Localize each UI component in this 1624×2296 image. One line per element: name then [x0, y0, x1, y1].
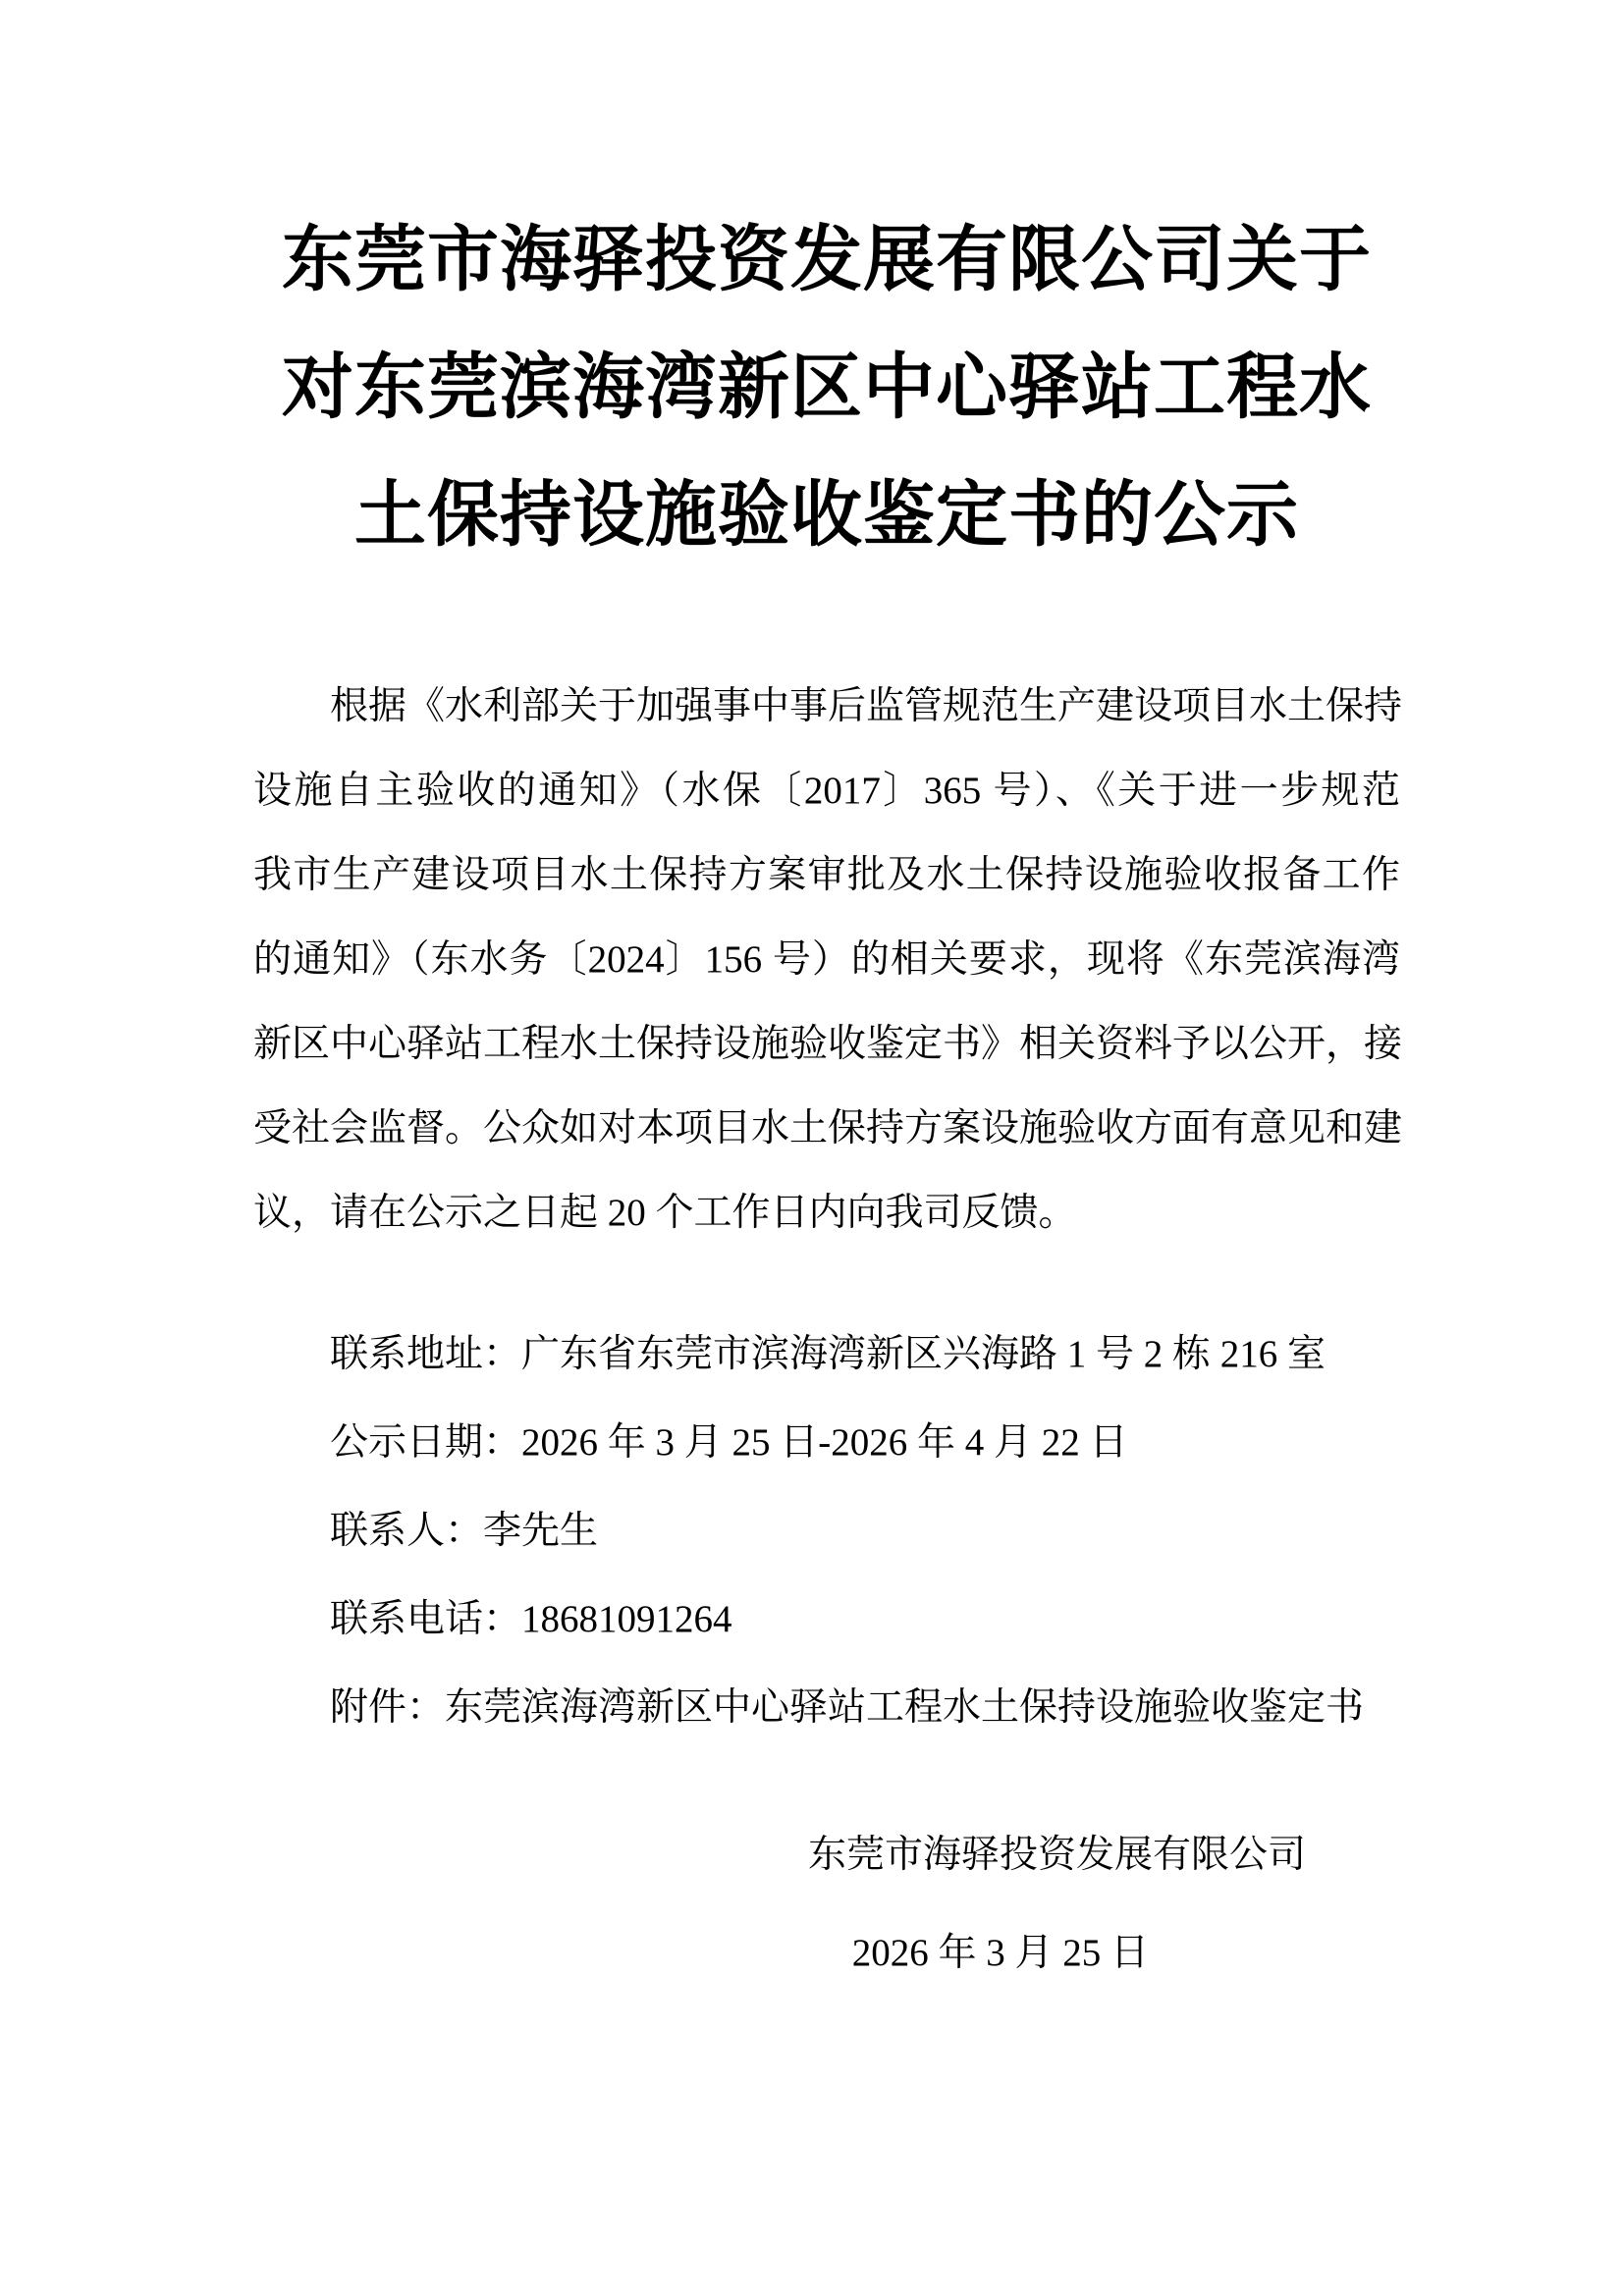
- document-title-line-2: 对东莞滨海湾新区中心驿站工程水: [282, 347, 1372, 427]
- contact-person-line: 联系人：李先生: [330, 1510, 599, 1552]
- body-paragraph-line: 我市生产建设项目水土保持方案审批及水土保持设施验收报备工作: [253, 854, 1400, 896]
- body-paragraph-line: 议，请在公示之日起 20 个工作日内向我司反馈。: [253, 1192, 1077, 1234]
- document-title-line-3: 土保持设施验收鉴定书的公示: [354, 475, 1299, 555]
- signature-date: 2026 年 3 月 25 日: [851, 1932, 1149, 1974]
- signature-company-name: 东莞市海驿投资发展有限公司: [807, 1834, 1306, 1876]
- contact-address-line: 联系地址：广东省东莞市滨海湾新区兴海路 1 号 2 栋 216 室: [330, 1333, 1326, 1375]
- document-title-line-1: 东莞市海驿投资发展有限公司关于: [282, 220, 1372, 299]
- contact-phone-line: 联系电话：18681091264: [330, 1598, 732, 1640]
- document-title: [253, 196, 1400, 579]
- attachment-line: 附件：东莞滨海湾新区中心驿站工程水土保持设施验收鉴定书: [330, 1686, 1365, 1729]
- body-paragraph-line: 受社会监督。公众如对本项目水土保持方案设施验收方面有意见和建: [253, 1107, 1403, 1149]
- contact-info-block: [253, 1310, 1400, 1752]
- publicity-period-line: 公示日期：2026 年 3 月 25 日-2026 年 4 月 22 日: [330, 1421, 1128, 1464]
- body-paragraph: [253, 665, 1403, 1255]
- body-paragraph-line: 设施自主验收的通知》（水保〔2017〕365 号）、《关于进一步规范: [253, 770, 1400, 812]
- body-paragraph-line: 新区中心驿站工程水土保持设施验收鉴定书》相关资料予以公开，接: [253, 1023, 1403, 1065]
- body-paragraph-line: 根据《水利部关于加强事中事后监管规范生产建设项目水土保持: [330, 685, 1403, 727]
- signature-block: [253, 1806, 1400, 2002]
- body-paragraph-line: 的通知》（东水务〔2024〕156 号）的相关要求，现将《东莞滨海湾: [253, 938, 1400, 981]
